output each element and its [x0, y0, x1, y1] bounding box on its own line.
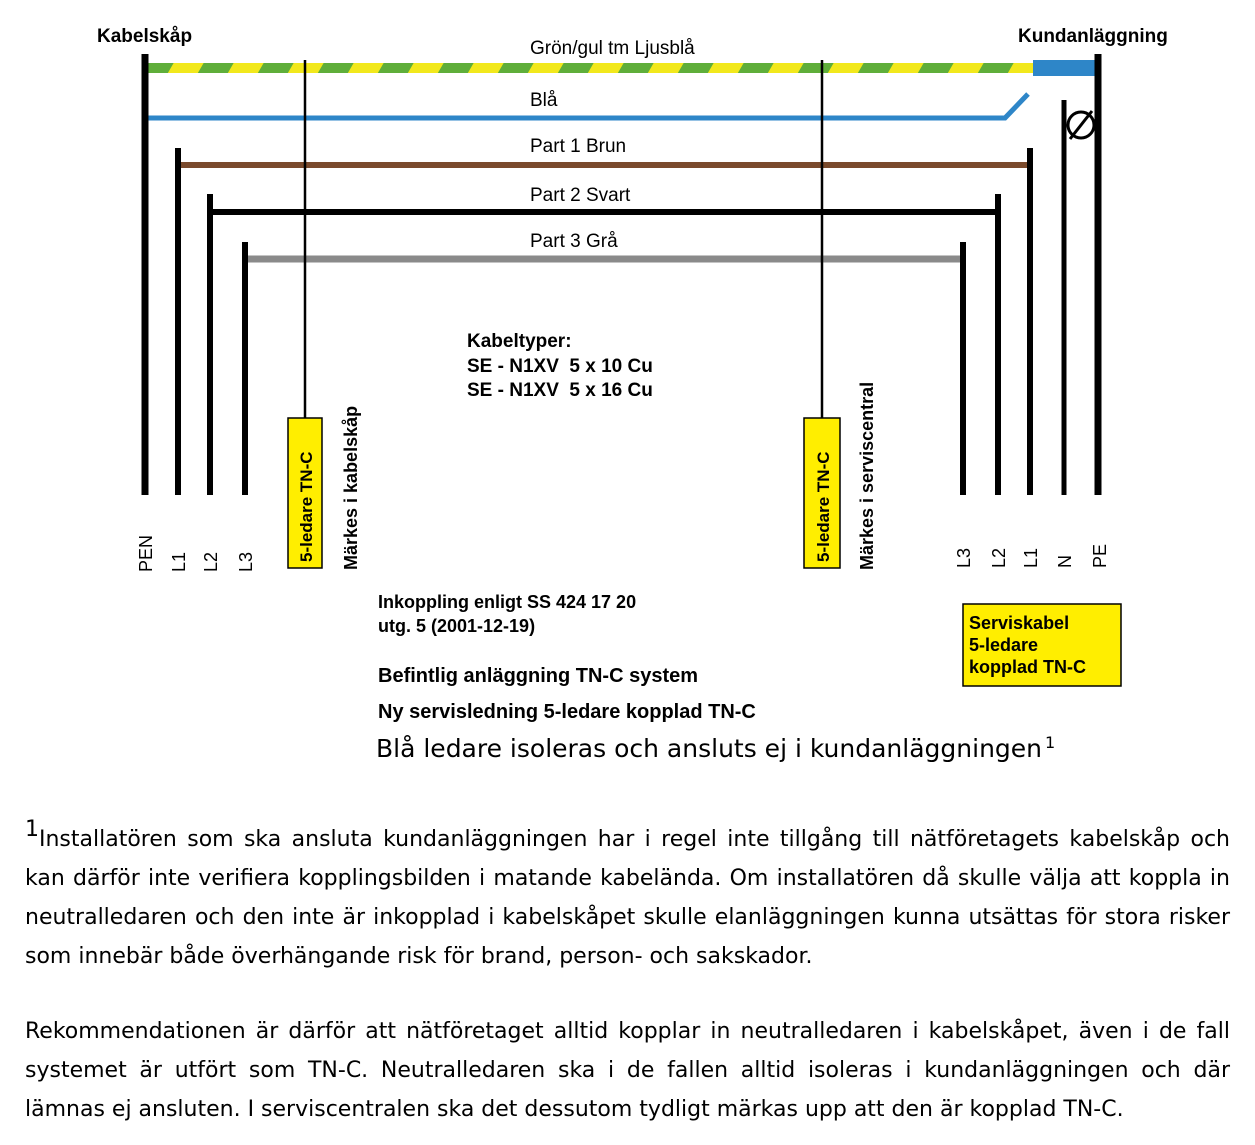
service-box-line-2: 5-ledare: [969, 635, 1039, 655]
new-line-text: Ny servisledning 5-ledare kopplad TN-C: [378, 701, 756, 723]
cable-types-title: Kabeltyper:: [467, 331, 572, 352]
wire-label-gray: Part 3 Grå: [530, 231, 618, 252]
terminal-label-l2-right: L2: [989, 547, 1009, 568]
service-box-line-3: kopplad TN-C: [969, 657, 1086, 677]
footnote-marker: 1: [25, 817, 39, 842]
connection-line-2: utg. 5 (2001-12-19): [378, 616, 536, 636]
wire-blue: [145, 94, 1028, 118]
right-title: Kundanläggning: [1018, 26, 1168, 47]
left-mark-text: Märkes i kabelskåp: [341, 405, 361, 570]
blue-note-ref: 1: [1045, 733, 1056, 752]
terminal-label-pe: PE: [1090, 543, 1110, 568]
terminal-label-l3-left: L3: [236, 551, 256, 572]
wire-label-blue: Blå: [530, 90, 558, 111]
wire-pe-light-blue: [1033, 60, 1095, 76]
wire-label-brown: Part 1 Brun: [530, 136, 627, 157]
footnote-paragraph-2: [25, 1012, 1230, 1129]
right-mark-text: Märkes i serviscentral: [857, 381, 877, 570]
cable-type-2: SE - N1XV 5 x 16 Cu: [467, 380, 653, 401]
left-tnc-tag-text: 5-ledare TN-C: [297, 451, 316, 562]
terminal-label-n: N: [1055, 555, 1075, 568]
right-tnc-tag-text: 5-ledare TN-C: [814, 451, 833, 562]
footnote-paragraph-1: [25, 817, 1230, 976]
wire-label-pe: Grön/gul tm Ljusblå: [530, 38, 695, 59]
terminal-label-l3-right: L3: [954, 547, 974, 568]
left-title: Kabelskåp: [97, 26, 193, 47]
wire-label-black: Part 2 Svart: [530, 185, 631, 206]
existing-system-text: Befintlig anläggning TN-C system: [378, 665, 699, 687]
disconnect-symbol-icon: [1068, 111, 1094, 139]
footnote-text-2: Rekommendationen är därför att nätföretaget alltid kopplar in neutralledaren i kabelskåpet, även i de fall systemet är utfört som TN-C. Neutralledaren ska i de fallen alltid isoleras i kundanläggningen och där lämnas ej ansluten. I serviscentralen ska det dessutom tydligt märkas upp att den är kopplad TN-C.: [25, 1019, 1230, 1122]
terminal-label-l2-left: L2: [201, 551, 221, 572]
cable-type-1: SE - N1XV 5 x 10 Cu: [467, 356, 653, 377]
terminal-label-pen: PEN: [136, 534, 156, 572]
service-box-line-1: Serviskabel: [969, 613, 1070, 633]
footnote-text-1: Installatören som ska ansluta kundanläggningen har i regel inte tillgång till nätföretagets kabelskåp och kan därför inte verifiera kopplingsbilden i matande kabelända. Om installatören då skulle välja att koppla in neutralledaren och den inte är inkopplad i kabelskåpet skulle elanläggningen kunna utsättas för stora risker som innebär både överhängande risk för brand, person- och sakskador.: [25, 827, 1230, 969]
wire-green-yellow: [145, 63, 1035, 73]
terminal-label-l1-right: L1: [1021, 547, 1041, 568]
connection-line-1: Inkoppling enligt SS 424 17 20: [378, 592, 637, 612]
blue-note-text: Blå ledare isoleras och ansluts ej i kundanläggningen $^1$: [376, 733, 1056, 763]
terminal-label-l1-left: L1: [169, 551, 189, 572]
